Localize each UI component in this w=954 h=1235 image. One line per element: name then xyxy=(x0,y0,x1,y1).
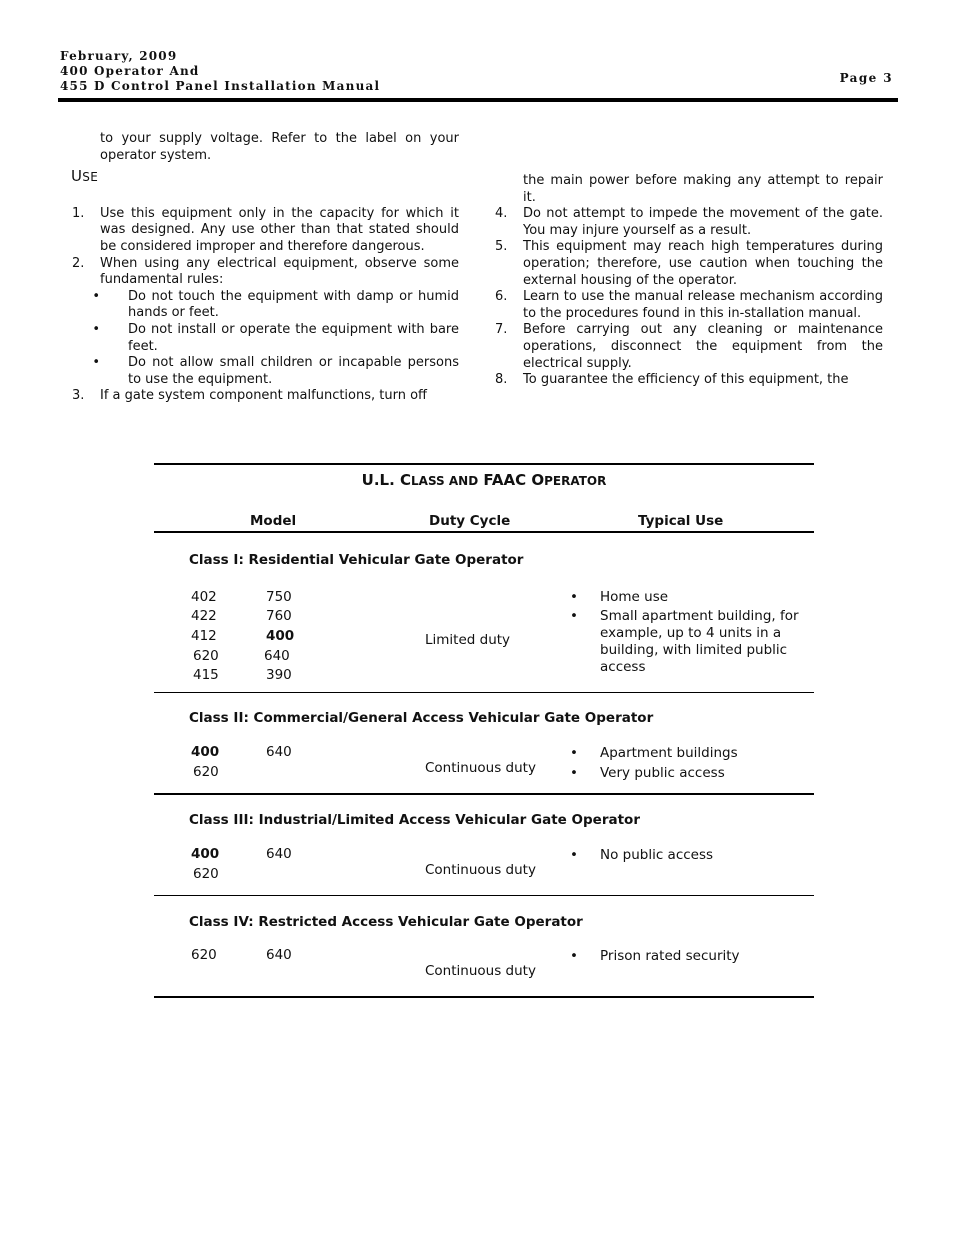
bullet-item: • Do not install or operate the equipment with bare feet. xyxy=(92,321,459,354)
model-cell: 640 xyxy=(266,947,292,963)
header-date: February, 2009 xyxy=(60,49,178,63)
model-cell: 620 xyxy=(193,647,219,664)
class-title: Class III: Industrial/Limited Access Vehicular Gate Operator xyxy=(189,811,640,828)
section-heading-use: USE xyxy=(71,167,99,186)
table-header-row xyxy=(154,493,814,531)
header-product: 400 Operator And xyxy=(60,64,200,78)
table-section-class-1 xyxy=(154,533,814,692)
continuation-text: the main power before making any attempt to repair it. xyxy=(523,173,883,205)
operator-class-table xyxy=(154,463,814,998)
typical-use-cell: • Home use • Small apartment building, for example, up to 4 units in a building, with limited public access xyxy=(570,589,810,676)
right-column xyxy=(495,173,883,389)
table-title: U.L. CLASS AND FAAC OPERATOR xyxy=(361,471,607,489)
model-cell: 400 xyxy=(191,744,220,760)
typical-use-cell: • Prison rated security xyxy=(570,948,740,964)
typical-use-item: Small apartment building, for example, up to 4 units in a building, with limited public access xyxy=(600,608,799,675)
model-cell: 620 xyxy=(193,865,219,882)
typical-use-item: Very public access xyxy=(600,764,725,781)
header-model: Model xyxy=(250,513,297,529)
list-item: 5. This equipment may reach high temperatures during operation; therefore, use caution when touching the external housing of the operator. xyxy=(495,239,883,288)
model-cell: 412 xyxy=(191,627,217,644)
typical-use-item: Home use xyxy=(600,588,669,605)
list-item: 6. Learn to use the manual release mechanism according to the procedures found in this in-stallation manual. xyxy=(495,289,883,321)
list-item: 8. To guarantee the efficiency of this equipment, the xyxy=(495,372,849,388)
table-section-class-2 xyxy=(154,693,814,793)
typical-use-item: No public access xyxy=(600,846,714,863)
list-item: 3. If a gate system component malfunctions, turn off xyxy=(72,388,428,404)
table-top-rule xyxy=(154,463,814,465)
list-item: 4. Do not attempt to impede the movement of the gate. You may injure yourself as a result. xyxy=(495,206,883,238)
table-bottom-rule xyxy=(154,996,814,998)
header-typical-use: Typical Use xyxy=(638,513,724,529)
typical-use-item: Apartment buildings xyxy=(600,745,738,761)
class-title: Class IV: Restricted Access Vehicular Gate Operator xyxy=(189,914,583,930)
list-item: 2. When using any electrical equipment, observe some fundamental rules: xyxy=(72,255,459,288)
model-cell: 422 xyxy=(191,608,217,624)
model-cell: 640 xyxy=(266,744,292,760)
model-cell: 620 xyxy=(193,764,219,780)
header-manual-title: 455 D Control Panel Installation Manual xyxy=(60,79,381,93)
class-title: Class II: Commercial/General Access Vehicular Gate Operator xyxy=(189,710,654,726)
model-cell: 760 xyxy=(266,608,292,624)
model-cell: 640 xyxy=(264,647,290,664)
bullet-item: • Do not allow small children or incapable persons to use the equipment. xyxy=(92,355,459,387)
typical-use-item: Prison rated security xyxy=(600,948,740,964)
model-cell: 415 xyxy=(193,667,219,683)
table-section-class-4 xyxy=(154,896,814,996)
duty-cycle-cell: Continuous duty xyxy=(425,861,536,878)
table-section-class-3 xyxy=(154,795,814,895)
duty-cycle-cell: Limited duty xyxy=(425,631,511,648)
model-cell: 402 xyxy=(191,588,217,605)
left-column xyxy=(72,131,459,405)
bullet-item: • Do not touch the equipment with damp or humid hands or feet. xyxy=(92,288,459,321)
class-title: Class I: Residential Vehicular Gate Operator xyxy=(189,551,524,568)
list-item: 1. Use this equipment only in the capacity for which it was designed. Any use other than that stated should be considered improper and therefore dangerous. xyxy=(72,205,459,254)
model-cell: 640 xyxy=(266,845,292,862)
typical-use-cell: • No public access xyxy=(570,846,714,863)
model-cell: 400 xyxy=(266,627,295,644)
model-cell: 400 xyxy=(191,845,220,862)
document-header xyxy=(60,49,380,94)
header-rule xyxy=(58,98,898,102)
model-cell: 620 xyxy=(191,947,217,963)
page-number: Page 3 xyxy=(839,71,893,85)
continuation-text: to your supply voltage. Refer to the label on your operator system. xyxy=(100,131,459,163)
duty-cycle-cell: Continuous duty xyxy=(425,963,536,979)
list-item: 7. Before carrying out any cleaning or maintenance operations, disconnect the equipment from the electrical supply. xyxy=(495,322,883,371)
duty-cycle-cell: Continuous duty xyxy=(425,760,536,776)
model-cell: 390 xyxy=(266,667,292,683)
header-duty-cycle: Duty Cycle xyxy=(429,513,511,529)
typical-use-cell: • Apartment buildings • Very public access xyxy=(570,745,738,781)
model-cell: 750 xyxy=(266,588,292,605)
